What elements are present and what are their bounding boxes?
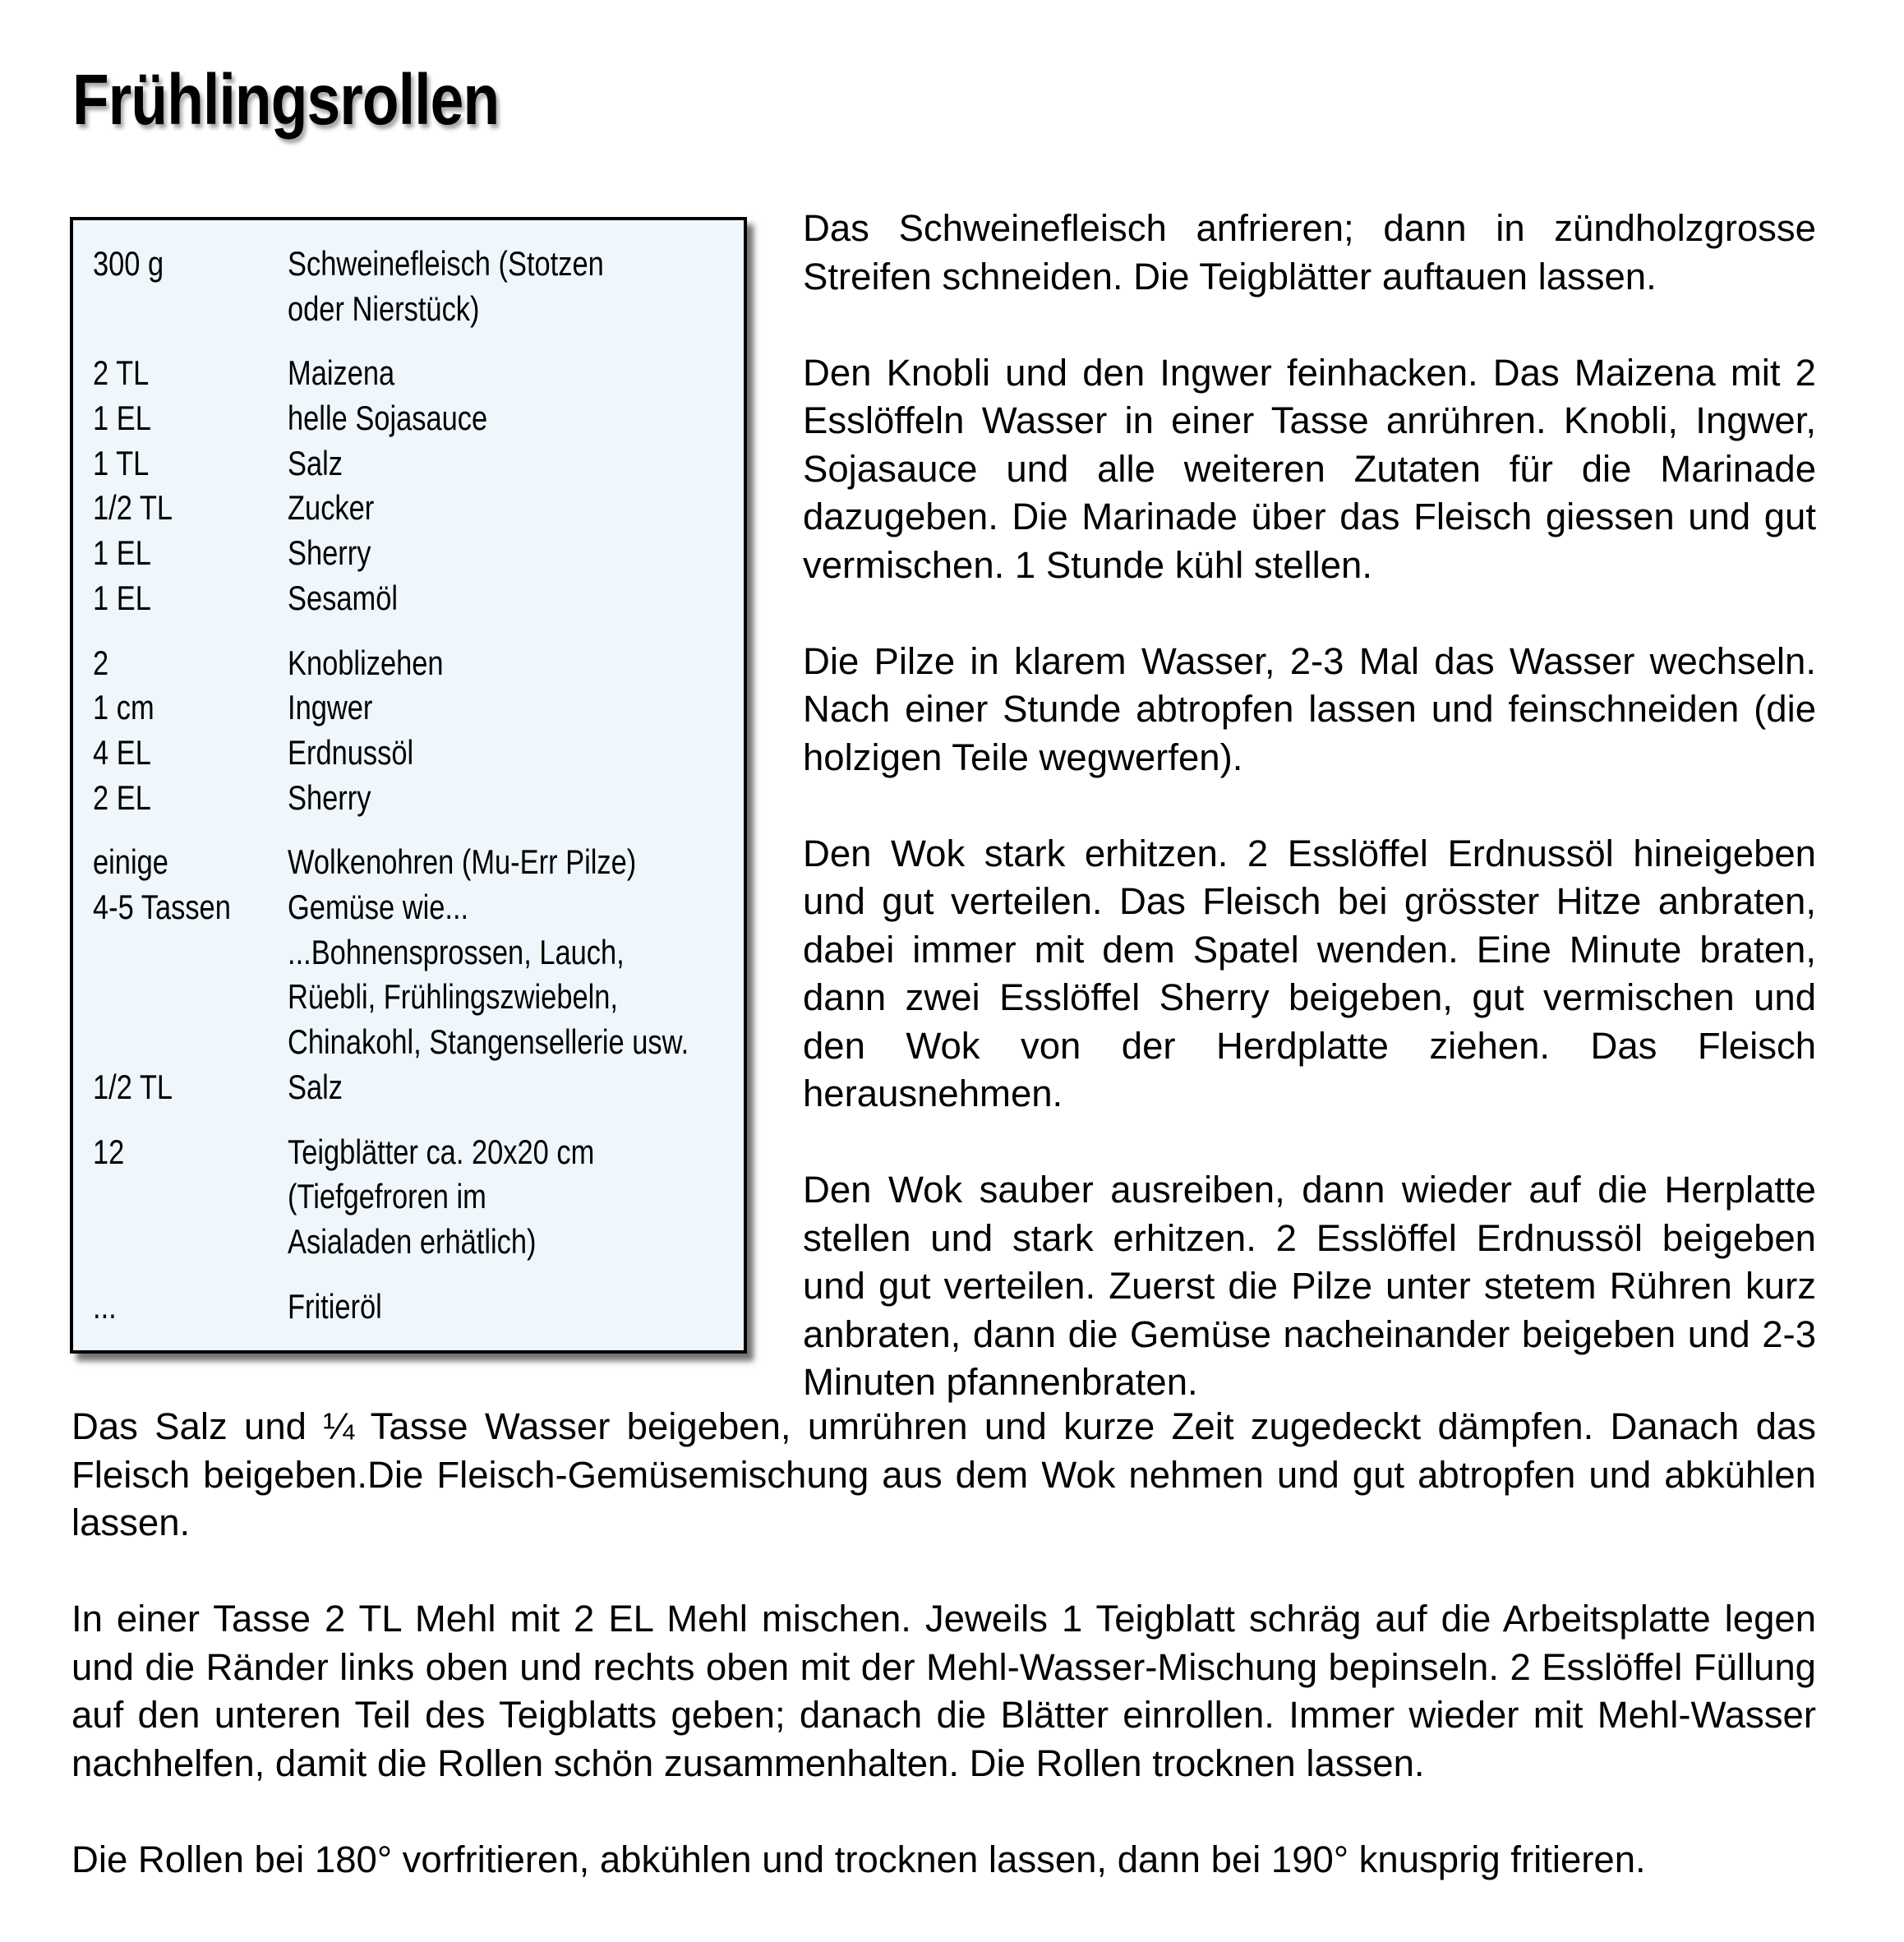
ingredient-name-text: Sherry xyxy=(288,777,371,817)
ingredient-row xyxy=(93,840,734,885)
ingredient-row xyxy=(93,685,734,731)
ingredient-amount xyxy=(93,731,288,776)
ingredient-amount xyxy=(93,441,288,487)
ingredient-name-text: (Tiefgefroren im xyxy=(288,1177,486,1216)
ingredient-amount-text: 4-5 Tassen xyxy=(93,888,231,927)
ingredient-amount-text: 4 EL xyxy=(93,733,151,772)
ingredient-amount-text: einige xyxy=(93,842,168,882)
ingredient-name-line xyxy=(288,731,734,776)
ingredient-name-line xyxy=(288,685,734,731)
ingredient-name-line xyxy=(288,396,734,441)
ingredient-name xyxy=(288,576,734,621)
ingredients-box xyxy=(70,217,747,1354)
ingredient-amount-text: 1/2 TL xyxy=(93,488,173,528)
instruction-paragraph: Die Rollen bei 180° vorfritieren, abkühlen und trocknen lassen, dann bei 190° knusprig fritieren. xyxy=(71,1838,1646,1880)
ingredient-row xyxy=(93,776,734,821)
ingredient-name-text: Gemüse wie... xyxy=(288,888,469,927)
ingredient-amount xyxy=(93,531,288,576)
ingredient-amount xyxy=(93,1285,288,1330)
ingredient-name-line xyxy=(288,1174,734,1220)
ingredient-name-text: Rüebli, Frühlingszwiebeln, xyxy=(288,977,619,1017)
ingredient-group xyxy=(93,840,734,1109)
ingredient-name xyxy=(288,885,777,1065)
ingredient-name-line xyxy=(288,242,734,287)
ingredient-name-text: Zucker xyxy=(288,488,375,528)
ingredient-amount-text: ... xyxy=(93,1286,117,1326)
ingredient-row xyxy=(93,641,734,686)
ingredient-row xyxy=(93,351,734,396)
ingredient-row xyxy=(93,731,734,776)
instructions-bottom-section xyxy=(71,1403,1816,1932)
ingredient-amount-text: 1 TL xyxy=(93,443,150,482)
instruction-paragraph: Die Pilze in klarem Wasser, 2-3 Mal das Wasser wechseln. Nach einer Stunde abtropfen lassen und feinschneiden (die holzigen Teile wegwerfen). xyxy=(803,639,1816,778)
ingredient-row xyxy=(93,531,734,576)
ingredient-name-text: helle Sojasauce xyxy=(288,399,488,438)
ingredient-name-text: Erdnussöl xyxy=(288,733,414,772)
ingredient-name xyxy=(288,776,734,821)
ingredient-amount xyxy=(93,351,288,396)
ingredients-list xyxy=(93,242,734,1349)
ingredient-name-line xyxy=(288,531,734,576)
ingredient-group xyxy=(93,641,734,821)
ingredient-name xyxy=(288,1285,734,1330)
ingredient-name-line xyxy=(288,287,734,332)
instructions-right-column xyxy=(803,205,1816,1455)
ingredient-row xyxy=(93,1285,734,1330)
ingredient-name-line xyxy=(288,840,734,885)
ingredient-name-text: Salz xyxy=(288,1067,343,1106)
ingredient-amount xyxy=(93,576,288,621)
instruction-paragraph: In einer Tasse 2 TL Mehl mit 2 EL Mehl mischen. Jeweils 1 Teigblatt schräg auf die Arbeitsplatte legen und die Ränder links oben und rechts oben mit der Mehl-Wasser-Mischung bepinseln. 2 Esslöffel Füllung auf den unteren Teil des Teigblatts geben; danach die Blätter einrollen. Immer wieder mit Mehl-Wasser nachhelfen, damit die Rollen schön zusammenhalten. Die Rollen trocknen lassen. xyxy=(71,1598,1816,1784)
ingredient-name-text: Sesamöl xyxy=(288,578,398,617)
ingredient-amount xyxy=(93,486,288,531)
ingredient-name-text: ...Bohnensprossen, Lauch, xyxy=(288,932,625,971)
ingredient-name xyxy=(288,840,734,885)
ingredient-amount xyxy=(93,776,288,821)
ingredient-name-line xyxy=(288,1220,734,1265)
ingredient-name-line xyxy=(288,1065,734,1110)
ingredient-amount xyxy=(93,685,288,731)
ingredient-amount xyxy=(93,396,288,441)
ingredient-name-line xyxy=(288,1285,734,1330)
instruction-paragraph: Das Salz und ¼ Tasse Wasser beigeben, umrühren und kurze Zeit zugedeckt dämpfen. Danach das Fleisch beigeben.Die Fleisch-Gemüsemischung aus dem Wok nehmen und gut abtropfen und abkühlen lassen. xyxy=(71,1405,1816,1543)
recipe-title: Frühlingsrollen xyxy=(72,60,500,140)
ingredient-name-text: oder Nierstück) xyxy=(288,288,480,328)
ingredient-amount xyxy=(93,840,288,885)
ingredient-name-text: Maizena xyxy=(288,353,395,393)
ingredient-name-text: Chinakohl, Stangensellerie usw. xyxy=(288,1022,689,1062)
ingredient-name xyxy=(288,641,734,686)
ingredient-name-text: Salz xyxy=(288,443,343,482)
ingredient-name-line xyxy=(288,576,734,621)
ingredient-amount-text: 2 EL xyxy=(93,777,151,817)
ingredient-name-line xyxy=(288,441,734,487)
ingredient-name xyxy=(288,242,734,331)
ingredient-amount-text: 1 EL xyxy=(93,533,151,573)
ingredient-name-text: Fritieröl xyxy=(288,1286,382,1326)
ingredient-name-text: Knoblizehen xyxy=(288,643,444,682)
ingredient-name xyxy=(288,1065,734,1110)
ingredient-amount xyxy=(93,1130,288,1265)
ingredient-amount-text: 300 g xyxy=(93,244,164,283)
ingredient-amount-text: 1 cm xyxy=(93,688,154,727)
ingredient-amount-text: 2 TL xyxy=(93,353,150,393)
ingredient-amount-text: 1 EL xyxy=(93,399,151,438)
ingredient-group xyxy=(93,242,734,331)
ingredient-name-line xyxy=(288,1020,777,1065)
ingredient-group xyxy=(93,1285,734,1330)
ingredient-amount xyxy=(93,885,288,1065)
ingredient-name xyxy=(288,351,734,396)
ingredient-amount xyxy=(93,1065,288,1110)
ingredient-amount-text: 1/2 TL xyxy=(93,1067,173,1106)
ingredient-row xyxy=(93,576,734,621)
ingredient-amount xyxy=(93,641,288,686)
ingredient-name-line xyxy=(288,885,777,930)
ingredient-name-text: Asialaden erhätlich) xyxy=(288,1221,537,1261)
ingredient-amount-text: 12 xyxy=(93,1132,125,1171)
ingredient-name xyxy=(288,486,734,531)
ingredient-name-line xyxy=(288,641,734,686)
ingredient-name xyxy=(288,1130,734,1265)
ingredient-row xyxy=(93,242,734,331)
ingredient-name-text: Wolkenohren (Mu-Err Pilze) xyxy=(288,842,637,882)
ingredient-amount xyxy=(93,242,288,331)
ingredient-name-line xyxy=(288,1130,734,1175)
ingredient-amount-text: 2 xyxy=(93,643,109,682)
ingredient-name xyxy=(288,396,734,441)
ingredient-name-line xyxy=(288,486,734,531)
ingredient-name-line xyxy=(288,930,777,976)
ingredient-name-text: Schweinefleisch (Stotzen xyxy=(288,244,604,283)
ingredient-name-line xyxy=(288,351,734,396)
ingredient-name xyxy=(288,731,734,776)
ingredient-row xyxy=(93,396,734,441)
ingredient-name-line xyxy=(288,776,734,821)
ingredient-name xyxy=(288,531,734,576)
ingredient-name-text: Ingwer xyxy=(288,688,373,727)
ingredient-name xyxy=(288,441,734,487)
instruction-paragraph: Das Schweinefleisch anfrieren; dann in zündholzgrosse Streifen schneiden. Die Teigblätter auftauen lassen. xyxy=(803,207,1816,298)
ingredient-amount-text: 1 EL xyxy=(93,578,151,617)
ingredient-name-text: Sherry xyxy=(288,533,371,573)
ingredient-row xyxy=(93,486,734,531)
ingredient-row xyxy=(93,885,734,1065)
ingredient-name-line xyxy=(288,975,777,1020)
ingredient-row xyxy=(93,1130,734,1265)
ingredient-group xyxy=(93,351,734,620)
instruction-paragraph: Den Wok stark erhitzen. 2 Esslöffel Erdnussöl hineigeben und gut verteilen. Das Fleisch bei grösster Hitze anbraten, dabei immer mit dem Spatel wenden. Eine Minute braten, dann zwei Esslöffel Sherry beigeben, gut vermischen und den Wok von der Herdplatte ziehen. Das Fleisch herausnehmen. xyxy=(803,832,1816,1114)
ingredient-row xyxy=(93,441,734,487)
ingredient-name xyxy=(288,685,734,731)
ingredient-row xyxy=(93,1065,734,1110)
ingredient-name-text: Teigblätter ca. 20x20 cm xyxy=(288,1132,595,1171)
instruction-paragraph: Den Wok sauber ausreiben, dann wieder auf die Herplatte stellen und stark erhitzen. 2 Esslöffel Erdnussöl beigeben und gut verteilen. Zuerst die Pilze unter stetem Rühren kurz anbraten, dann die Gemüse nacheinander beigeben und 2-3 Minuten pfannenbraten. xyxy=(803,1169,1816,1403)
instruction-paragraph: Den Knobli und den Ingwer feinhacken. Das Maizena mit 2 Esslöffeln Wasser in einer Tasse anrühren. Knobli, Ingwer, Sojasauce und alle weiteren Zutaten für die Marinade dazugeben. Die Marinade über das Fleisch giessen und gut vermischen. 1 Stunde kühl stellen. xyxy=(803,351,1816,586)
ingredient-group xyxy=(93,1130,734,1265)
